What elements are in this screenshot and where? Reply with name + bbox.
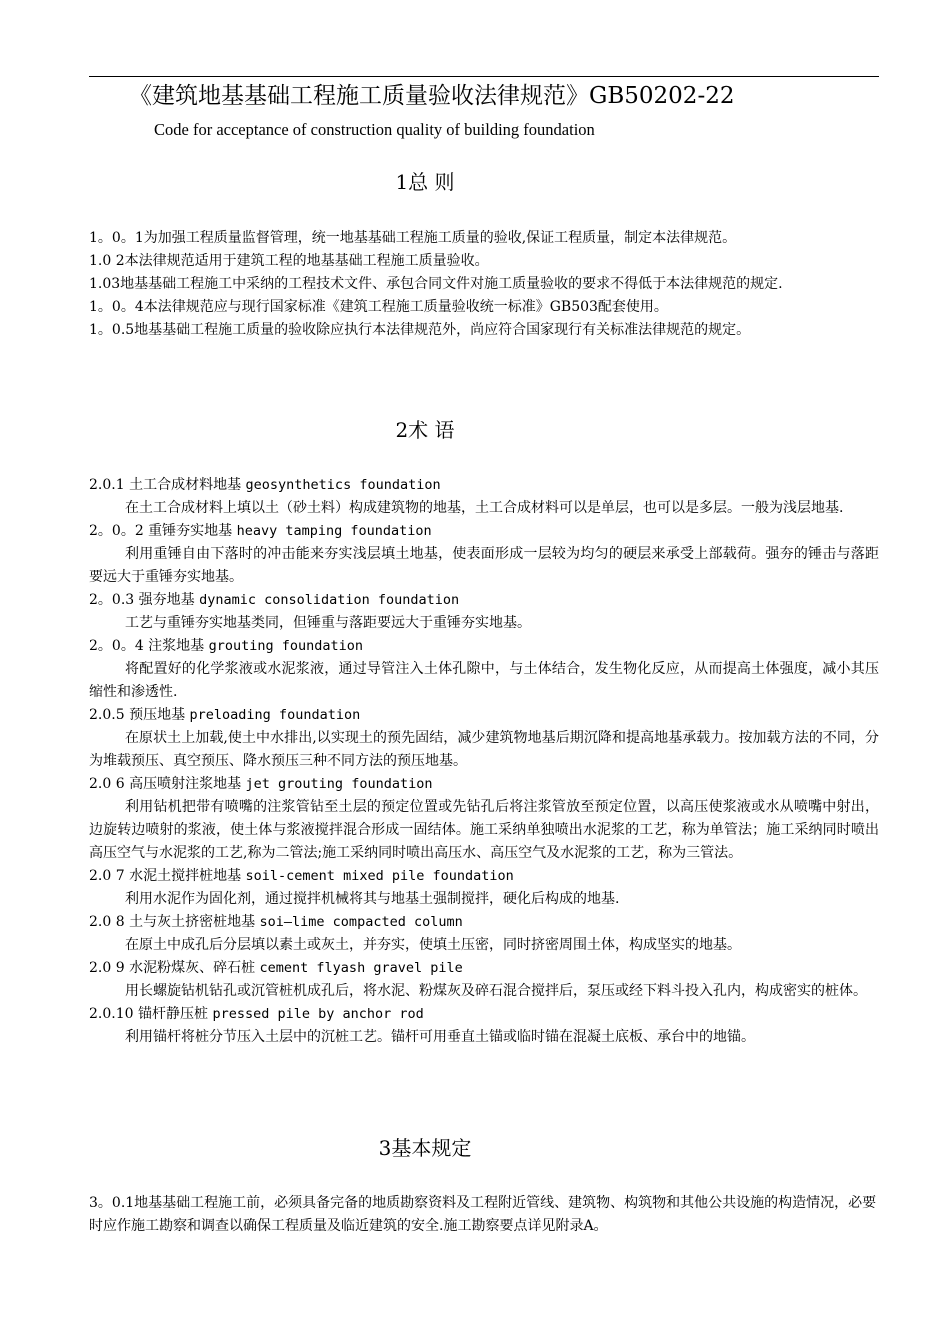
section-heading-terms: 2术 语	[395, 418, 455, 442]
term-description: 工艺与重锤夯实地基类同，但锤重与落距要远大于重锤夯实地基。	[125, 615, 531, 631]
term-description: 利用锚杆将桩分节压入土层中的沉桩工艺。锚杆可用垂直土锚或临时锚在混凝土底板、承台中的地锚。	[125, 1029, 755, 1045]
term-english: pressed pile by anchor rod	[212, 1006, 424, 1022]
clause-1-0-4: 1。0。4本法律规范应与现行国家标准《建筑工程施工质量验收统一标准》GB503配套使用。	[89, 299, 668, 315]
term-title	[89, 589, 879, 612]
term-english: jet grouting foundation	[245, 776, 433, 792]
term-title	[89, 911, 879, 934]
term-number-name: 2.0 9 水泥粉煤灰、碎石桩	[89, 960, 256, 976]
term-number-name: 2.0.5 预压地基	[89, 707, 186, 723]
clause-1-0-2: 1.0 2本法律规范适用于建筑工程的地基基础工程施工质量验收。	[89, 253, 489, 269]
term-title	[89, 635, 879, 658]
document-subtitle: Code for acceptance of construction quality of building foundation	[154, 120, 595, 139]
term-english: geosynthetics foundation	[245, 477, 441, 493]
term-number-name: 2。0。4 注浆地基	[89, 638, 205, 654]
section-heading-general: 1总 则	[395, 170, 455, 194]
term-description: 利用钻机把带有喷嘴的注浆管钻至土层的预定位置或先钻孔后将注浆管放至预定位置，以高压使浆液或水从喷嘴中射出，边旋转边喷射的浆液，使土体与浆液搅拌混合形成一固结体。施工采纳单独喷出水泥浆的工艺，称为单管法；施工采纳同时喷出高压空气与水泥浆的工艺,称为二管法;施工采纳同时喷出高压水、高压空气及水泥浆的工艺，称为三管法。	[89, 799, 879, 861]
section-heading-basic-rules: 3基本规定	[378, 1136, 472, 1160]
term-description: 在土工合成材料上填以土（砂土料）构成建筑物的地基，土工合成材料可以是单层，也可以是多层。一般为浅层地基.	[125, 500, 844, 516]
term-title	[89, 865, 879, 888]
section-general-body	[89, 227, 879, 342]
clause-1-0-1: 1。0。1为加强工程质量监督管理，统一地基基础工程施工质量的验收,保证工程质量，制定本法律规范。	[89, 230, 737, 246]
term-description: 利用重锤自由下落时的冲击能来夯实浅层填土地基，使表面形成一层较为均匀的硬层来承受上部载荷。强夯的锤击与落距要远大于重锤夯实地基。	[89, 546, 879, 585]
term-description: 在原土中成孔后分层填以素土或灰土，并夯实，使填土压密，同时挤密周围土体，构成坚实的地基。	[125, 937, 741, 953]
term-number-name: 2.0 6 高压喷射注浆地基	[89, 776, 242, 792]
term-description: 将配置好的化学浆液或水泥浆液，通过导管注入土体孔隙中，与土体结合，发生物化反应，从而提高土体强度，减小其压缩性和渗透性.	[89, 661, 879, 700]
term-english: soi—lime compacted column	[259, 914, 463, 930]
clause-1-0-3: 1.03地基基础工程施工中采纳的工程技术文件、承包合同文件对施工质量验收的要求不得低于本法律规范的规定.	[89, 276, 783, 292]
term-description: 用长螺旋钻机钻孔或沉管桩机成孔后，将水泥、粉煤灰及碎石混合搅拌后，泵压或经下料斗投入孔内，构成密实的桩体。	[125, 983, 867, 999]
term-title	[89, 520, 879, 543]
term-english: dynamic consolidation foundation	[199, 592, 460, 608]
term-number-name: 2.0 8 土与灰土挤密桩地基	[89, 914, 256, 930]
section-terms-body	[89, 474, 879, 1049]
term-english: heavy tamping foundation	[236, 523, 432, 539]
document-title: 《建筑地基基础工程施工质量验收法律规范》GB50202-22	[129, 83, 735, 109]
section-basic-rules-body	[89, 1192, 879, 1238]
top-rule	[89, 76, 879, 77]
term-title	[89, 474, 879, 497]
term-english: soil-cement mixed pile foundation	[245, 868, 514, 884]
term-description: 在原状土上加载,使土中水排出,以实现土的预先固结，减少建筑物地基后期沉降和提高地基承载力。按加载方法的不同，分为堆载预压、真空预压、降水预压三种不同方法的预压地基。	[89, 730, 879, 769]
term-english: grouting foundation	[208, 638, 364, 654]
clause-1-0-5: 1。0.5地基基础工程施工质量的验收除应执行本法律规范外，尚应符合国家现行有关标准法律规范的规定。	[89, 322, 751, 338]
term-title	[89, 957, 879, 980]
term-number-name: 2.0.10 锚杆静压桩	[89, 1006, 208, 1022]
term-number-name: 2。0.3 强夯地基	[89, 592, 195, 608]
term-number-name: 2.0 7 水泥土搅拌桩地基	[89, 868, 242, 884]
term-number-name: 2。0。2 重锤夯实地基	[89, 523, 233, 539]
term-description: 利用水泥作为固化剂，通过搅拌机械将其与地基土强制搅拌，硬化后构成的地基.	[125, 891, 620, 907]
term-english: preloading foundation	[189, 707, 361, 723]
term-english: cement flyash gravel pile	[259, 960, 463, 976]
term-title	[89, 704, 879, 727]
term-title	[89, 773, 879, 796]
clause-3-0-1: 3。0.1地基基础工程施工前，必须具备完备的地质勘察资料及工程附近管线、建筑物、构筑物和其他公共设施的构造情况，必要时应作施工勘察和调查以确保工程质量及临近建筑的安全.施工勘察要点详见附录A。	[89, 1195, 877, 1234]
term-number-name: 2.0.1 土工合成材料地基	[89, 477, 242, 493]
term-title	[89, 1003, 879, 1026]
